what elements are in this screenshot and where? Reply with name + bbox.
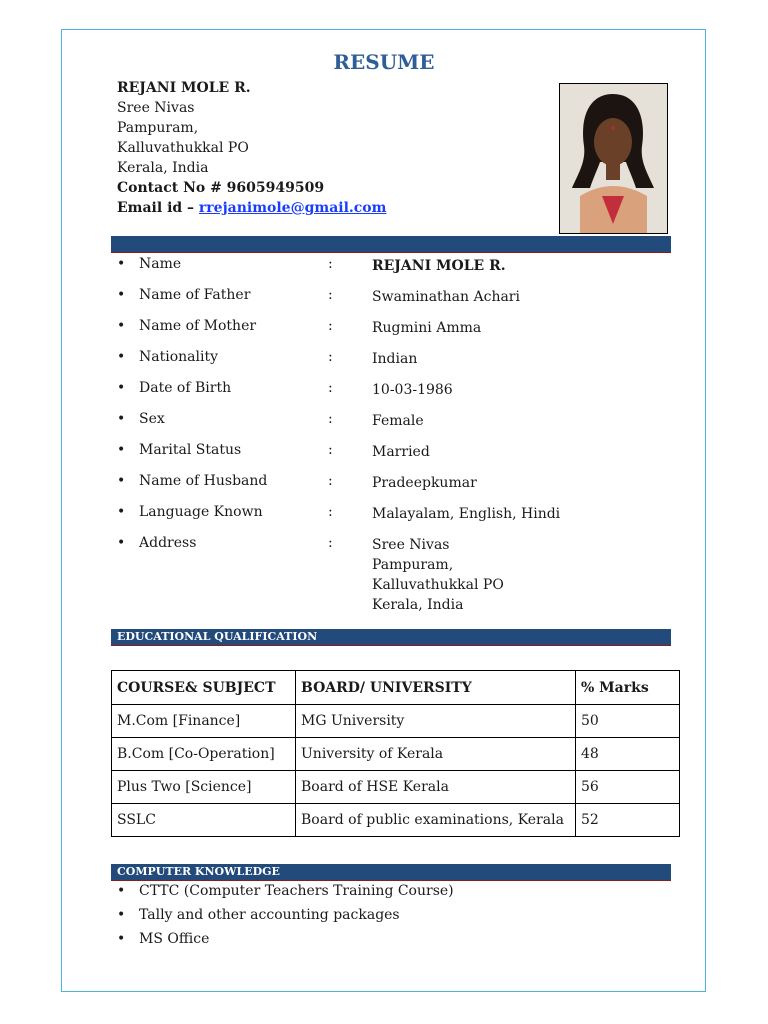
contact-block [117,78,386,218]
table-cell: SSLC [112,804,296,837]
table-cell: Board of HSE Kerala [296,771,576,804]
email-link[interactable]: rrejanimole@gmail.com [198,200,387,216]
bullet-icon: • [117,883,126,899]
table-cell: 52 [576,804,680,837]
bullet-icon: • [117,442,126,458]
table-row [112,738,680,771]
bullet-icon: • [117,504,126,520]
field-label: Marital Status [139,442,242,458]
resume-title: RESUME [333,50,435,74]
address-line: Kalluvathukkal PO [372,577,504,593]
separator: : [328,473,333,489]
table-cell: B.Com [Co-Operation] [112,738,296,771]
field-value: Rugmini Amma [372,320,482,336]
field-label: Name of Husband [139,473,268,489]
table-cell: Plus Two [Science] [112,771,296,804]
bullet-icon: • [117,907,126,923]
field-label: Language Known [139,504,263,520]
profile-photo [559,83,668,234]
field-label: Name of Father [139,287,251,303]
bullet-icon: • [117,473,126,489]
address-line: Sree Nivas [117,100,195,116]
table-cell: 48 [576,738,680,771]
table-cell: M.Com [Finance] [112,705,296,738]
field-value: REJANI MOLE R. [372,258,506,274]
bullet-icon: • [117,287,126,303]
bullet-icon: • [117,349,126,365]
list-item [117,318,677,349]
field-value: 10-03-1986 [372,382,453,398]
table-cell: MG University [296,705,576,738]
separator: : [328,349,333,365]
list-item [117,442,677,473]
separator: : [328,504,333,520]
separator: : [328,287,333,303]
candidate-name: REJANI MOLE R. [117,80,251,96]
table-cell: 50 [576,705,680,738]
field-value [372,535,504,615]
separator: : [328,318,333,334]
personal-details-list [117,256,677,619]
email-row [117,198,386,218]
personal-details-bar [111,236,671,253]
bullet-icon: • [117,931,126,947]
computer-knowledge-heading-bar: COMPUTER KNOWLEDGE [111,864,671,881]
address-line: Pampuram, [372,557,454,573]
bullet-icon: • [117,256,126,272]
list-item [117,473,677,504]
education-table [111,670,680,837]
field-label: Name of Mother [139,318,257,334]
contact-number: Contact No # 9605949509 [117,180,325,196]
address-line: Kerala, India [372,597,464,613]
list-item [117,411,677,442]
field-value: Married [372,444,430,460]
address-line: Pampuram, [117,120,199,136]
table-row [112,804,680,837]
skill-item: MS Office [139,931,210,947]
column-header: COURSE& SUBJECT [112,671,296,705]
skill-item: CTTC (Computer Teachers Training Course) [139,883,454,899]
field-label: Date of Birth [139,380,232,396]
table-header-row [112,671,680,705]
field-value: Indian [372,351,418,367]
field-value: Swaminathan Achari [372,289,520,305]
separator: : [328,411,333,427]
field-value: Pradeepkumar [372,475,477,491]
list-item [117,535,677,619]
field-label: Name [139,256,182,272]
portrait-image [560,84,667,233]
table-cell: Board of public examinations, Kerala [296,804,576,837]
separator: : [328,256,333,272]
column-header: % Marks [576,671,680,705]
table-row [112,705,680,738]
address-line: Sree Nivas [372,537,450,553]
separator: : [328,380,333,396]
address-line: Kerala, India [117,160,209,176]
list-item [117,287,677,318]
bullet-icon: • [117,318,126,334]
skill-item: Tally and other accounting packages [139,907,400,923]
email-label: Email id – [117,200,199,216]
field-value: Female [372,413,424,429]
table-cell: 56 [576,771,680,804]
column-header: BOARD/ UNIVERSITY [296,671,576,705]
list-item [117,504,677,535]
bullet-icon: • [117,380,126,396]
table-row [112,771,680,804]
bullet-icon: • [117,535,126,551]
field-label: Address [139,535,197,551]
table-cell: University of Kerala [296,738,576,771]
address-line: Kalluvathukkal PO [117,140,249,156]
field-label: Sex [139,411,165,427]
list-item [117,349,677,380]
field-label: Nationality [139,349,218,365]
separator: : [328,442,333,458]
bullet-icon: • [117,411,126,427]
list-item [117,380,677,411]
education-heading-bar: EDUCATIONAL QUALIFICATION [111,629,671,646]
field-value: Malayalam, English, Hindi [372,506,561,522]
separator: : [328,535,333,551]
list-item [117,256,677,287]
